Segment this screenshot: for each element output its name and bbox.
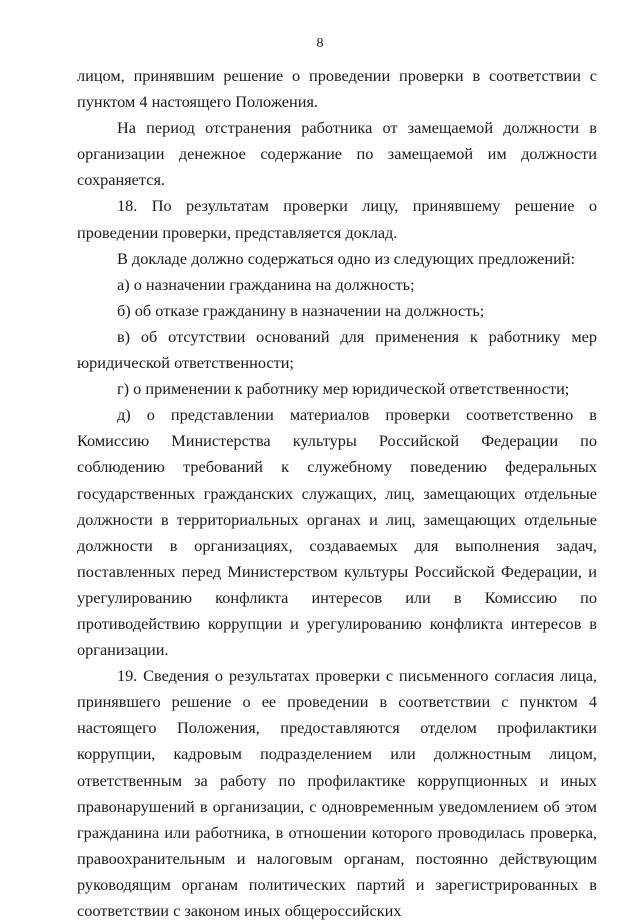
list-item: а) о назначении гражданина на должность; xyxy=(117,274,415,294)
paragraph: На период отстранения работника от замещаемой должности в организации денежное содержание по замещаемой им должности сохраняется. xyxy=(77,118,597,190)
list-item: б) об отказе гражданину в назначении на должность; xyxy=(117,300,485,320)
paragraph: 18. По результатам проверки лицу, принявшему решение о проведении проверки, представляется доклад. xyxy=(77,196,597,242)
paragraph: 19. Сведения о результатах проверки с письменного согласия лица, принявшего решение о ее проведении в соответствии с пунктом 4 настоящего Положения, предоставляются отделом профилактики коррупции, кадровым подразделением или должностным лицом, ответственным за работу по профилактике коррупционных и иных правонарушений в организации, с одновременным уведомлением об этом гражданина или работника, в отношении которого проводилась проверка, правоохранительным и налоговым органам, постоянно действующим руководящим органам политических партий и зарегистрированных в соответствии с законом иных общероссийских xyxy=(77,666,597,920)
document-body xyxy=(77,63,597,924)
page-number: 8 xyxy=(316,36,324,51)
list-item: в) об отсутствии оснований для применения к работнику мер юридической ответственности; xyxy=(77,326,597,373)
paragraph: В докладе должно содержаться одно из следующих предложений: xyxy=(117,248,576,268)
list-item: д) о представлении материалов проверки соответственно в Комиссию Министерства культуры Российской Федерации по соблюдению требований к служебному поведению федеральных государственных гражданских служащих, лиц, замещающих отдельные должности в территориальных органах и лиц, замещающих отдельные должности в организациях, создаваемых для выполнения задач, поставленных перед Министерством культуры Российской Федерации, и урегулированию конфликта интересов или в Комиссию по противодействию коррупции и урегулированию конфликта интересов в организации. xyxy=(77,405,597,660)
paragraph: лицом, принявшим решение о проведении проверки в соответствии с пунктом 4 настоящего Положения. xyxy=(77,66,597,112)
list-item: г) о применении к работнику мер юридической ответственности; xyxy=(117,379,570,399)
